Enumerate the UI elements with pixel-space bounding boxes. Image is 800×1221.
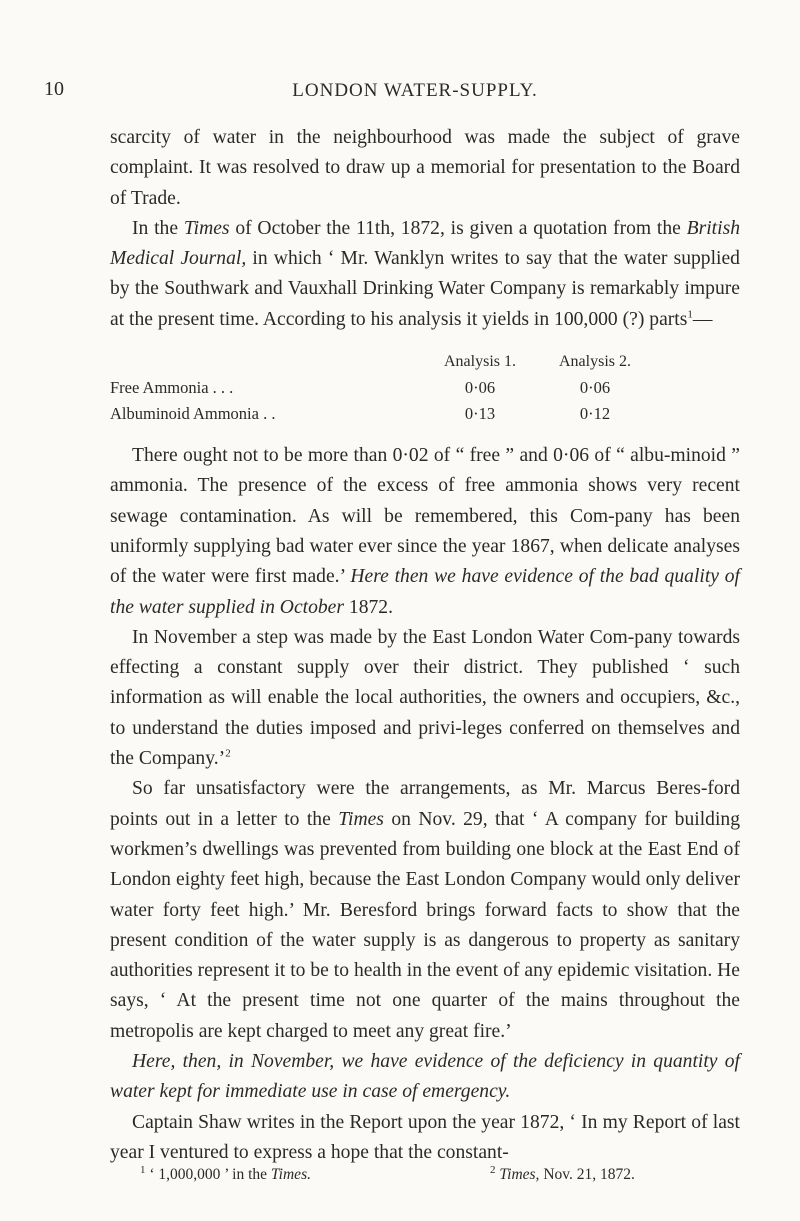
table-col-header: Analysis 1. [444,353,516,371]
body-text [110,123,740,1168]
paragraph-5: So far unsatisfactory were the arrangements, as Mr. Marcus Beres-ford points out in a letter to the Times on Nov. 29, that ‘ A company for building workmen’s dwellings was prevented from building one block at the East End of London eighty feet high, because the East London Company would only deliver water forty feet high.’ Mr. Beresford brings forward facts to show that the present condition of the water supply is as dangerous to property as sanitary authorities represent it to be to health in the event of any epidemic visitation. He says, ‘ At the present time not one quarter of the mains throughout the metropolis are kept charged to meet any great fire.’ [110,778,740,1042]
table-cell: 0·13 [464,404,496,424]
page-number: 10 [44,78,64,100]
table-col-header: Analysis 2. [559,353,631,371]
table-row-label: Free Ammonia . . . [110,378,234,398]
table-cell: 0·06 [464,378,496,398]
table-header-row [110,349,740,375]
paragraph-6: Here, then, in November, we have evidence of the deficiency in quantity of water kept for immediate use in case of emergency. [110,1051,740,1103]
footnote-1: $^1$ ‘ 1,000,000 ’ in the Times. [140,1163,311,1183]
footnote-ref-2: 2 [225,747,231,760]
paragraph-1: scarcity of water in the neighbourhood was made the subject of grave complaint. It was resolved to draw up a memorial for presentation to the Board of Trade. [110,127,740,209]
footnote-ref-1: 1 [687,308,693,321]
running-head: LONDON WATER-SUPPLY. [292,80,538,101]
paragraph-2: In the Times of October the 11th, 1872, is given a quotation from the British Medical Journal, in which ‘ Mr. Wanklyn writes to say that the water supplied by the Southwark and Vauxhall Drinking Water Company is remarkably impure at the present time. According to his analysis it yields in 100,000 (?) parts$^1$— [110,217,740,330]
table-row [110,401,740,427]
analysis-table [110,349,740,427]
footnotes [110,1163,740,1184]
paragraph-3: There ought not to be more than 0·02 of “ free ” and 0·06 of “ albu-minoid ” ammonia. The presence of the excess of free ammonia shows very recent sewage contamination. As will be remembered, this Com-pany has been uniformly supplying bad water ever since the year 1867, when delicate analyses of the water were first made.’ Here then we have evidence of the bad quality of the water supplied in October 1872. [110,445,740,618]
paragraph-7: Captain Shaw writes in the Report upon the year 1872, ‘ In my Report of last year I ventured to express a hope that the constant- [110,1111,740,1163]
paragraph-4: In November a step was made by the East London Water Com-pany towards effecting a constant supply over their district. They published ‘ such information as will enable the local authorities, the owners and occupiers, &c., to understand the duties imposed and privi-leges conferred on themselves and the Company.’$^2$ [110,626,740,770]
table-cell: 0·06 [579,378,611,398]
footnote-2: $^2$ Times, Nov. 21, 1872. [490,1163,635,1183]
table-row-label: Albuminoid Ammonia . . [110,404,276,424]
table-cell: 0·12 [579,404,611,424]
table-row [110,375,740,401]
